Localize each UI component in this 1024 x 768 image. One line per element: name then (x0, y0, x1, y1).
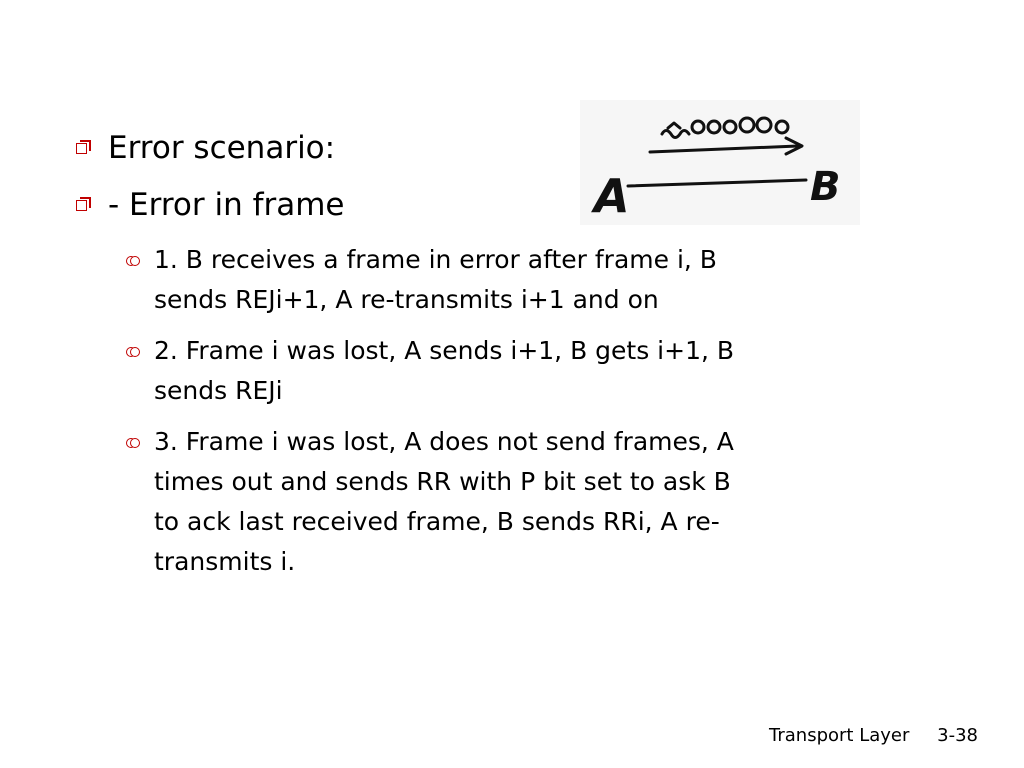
sub-bullet-line: to ack last received frame, B sends RRi, A re- (154, 507, 720, 536)
sub-bullet-case-2 (118, 331, 898, 411)
bullet-text: Error scenario: (108, 130, 336, 166)
sub-bullet-list (118, 240, 898, 582)
box-bullet-icon (76, 140, 91, 155)
circle-bullet-icon (126, 256, 140, 266)
sub-bullet-line: sends REJi+1, A re-transmits i+1 and on (154, 285, 659, 314)
footer-page-number: 3-38 (937, 725, 978, 746)
sub-bullet-line: sends REJi (154, 376, 283, 405)
sub-bullet-line: 3. Frame i was lost, A does not send frames, A (154, 427, 734, 456)
diagram-label-b: B (810, 164, 841, 210)
footer-section: Transport Layer (769, 725, 910, 746)
sub-bullet-line: 2. Frame i was lost, A sends i+1, B gets i+1, B (154, 336, 735, 365)
circle-bullet-icon (126, 347, 140, 357)
sub-bullet-case-3 (118, 422, 898, 582)
slide-footer (769, 725, 978, 746)
sub-bullet-line: transmits i. (154, 547, 296, 576)
frames-diagram (580, 100, 860, 225)
frames-arrow-icon (580, 100, 860, 225)
box-bullet-icon (76, 197, 91, 212)
circle-bullet-icon (126, 438, 140, 448)
sub-bullet-line: times out and sends RR with P bit set to ask B (154, 467, 731, 496)
sub-bullet-case-1 (118, 240, 898, 320)
bullet-error-scenario (72, 128, 592, 168)
sub-bullet-line: 1. B receives a frame in error after frame i, B (154, 245, 717, 274)
main-bullet-list (72, 128, 592, 225)
bullet-text: - Error in frame (108, 187, 345, 223)
diagram-label-a: A (594, 169, 630, 223)
bullet-error-in-frame (72, 185, 592, 225)
